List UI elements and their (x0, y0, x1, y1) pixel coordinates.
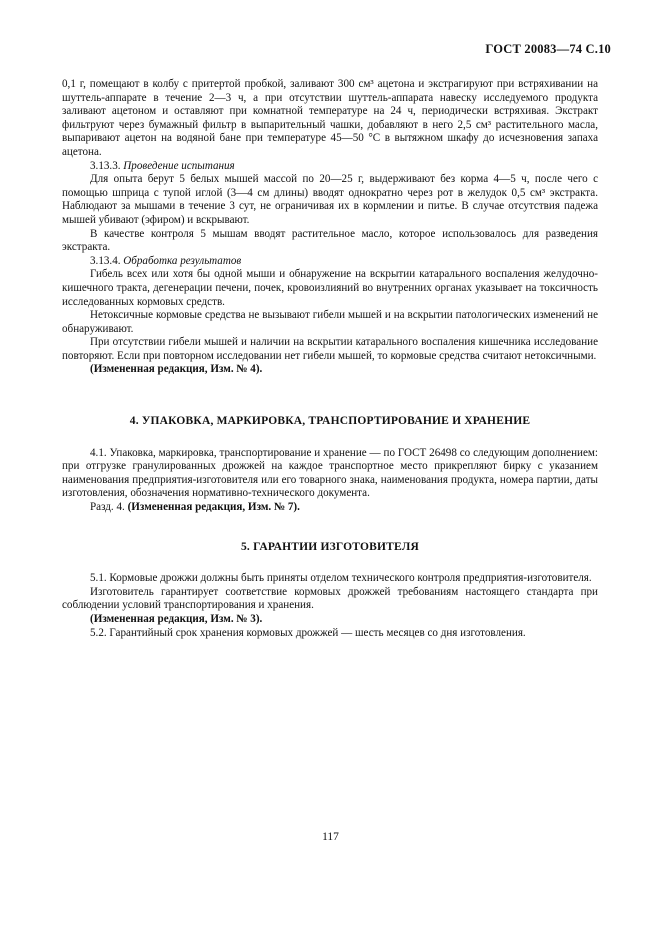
subsection-number: 3.13.4. (90, 254, 121, 267)
paragraph-control: В качестве контроля 5 мышам вводят растительное масло, которое использовалось для разведения экстракта. (62, 227, 598, 254)
section-4-title: 4. УПАКОВКА, МАРКИРОВКА, ТРАНСПОРТИРОВАНИЕ И ХРАНЕНИЕ (129, 415, 531, 428)
subsection-title: Проведение испытания (123, 159, 235, 172)
paragraph-section-4-1: 4.1. Упаковка, маркировка, транспортирование и хранение — по ГОСТ 26498 со следующим дополнением: при отгрузке гранулированных дрожжей на каждое транспортное место прикрепляют бирку с указанием наименования предприятия-изготовителя или его товарного знака, наименования продукта, номера партии, даты изготовления, обозначения нормативно-технического документа. (62, 446, 598, 500)
subsection-heading-test (62, 160, 598, 174)
amendment-note-7: Разд. 4. (Измененная редакция, Изм. № 7). (90, 501, 300, 514)
page-number: 117 (322, 831, 339, 843)
subsection-number: 3.13.3. (90, 159, 121, 172)
amendment-note-3: (Измененная редакция, Изм. № 3). (90, 613, 263, 625)
section-5-title: 5. ГАРАНТИИ ИЗГОТОВИТЕЛЯ (240, 540, 420, 553)
paragraph-extraction: 0,1 г, помещают в колбу с притертой пробкой, заливают 300 см³ ацетона и экстрагируют при встряхивании на шуттель-аппарате в течение 2—3 ч, а при отсутствии шуттель-аппарата навеску исследуемого продукта заливают ацетоном и оставляют при комнатной температуре на 24 ч, периодически встряхивая. Экстракт фильтруют через бумажный фильтр в выпарительный чашки, добавляют в него 2,5 см³ растительного масла, выпаривают ацетон на водяной бане при температуре 45—50 °С в вытяжном шкафу до исчезновения запаха ацетона. (62, 78, 598, 158)
paragraph-results-nontoxic: Нетоксичные кормовые средства не вызывают гибели мышей и на вскрытии патологических изменений не обнаруживают. (62, 309, 598, 335)
subsection-title: Обработка результатов (123, 254, 242, 267)
page-header: ГОСТ 20083—74 С.10 (485, 42, 611, 56)
document-body (62, 78, 598, 640)
paragraph-section-5-2: 5.2. Гарантийный срок хранения кормовых дрожжей — шесть месяцев со дня изготовления. (90, 626, 526, 639)
paragraph-test-procedure: Для опыта берут 5 белых мышей массой по 20—25 г, выдерживают без корма 4—5 ч, после чего с помощью шприца с тупой иглой (3—4 см длины) вводят однократно через рот в желудок 0,5 см³ экстракта. Наблюдают за мышами в течение 3 сут, не ограничивая их в кормлении и питье. В случае отсутствия падежа мышей убивают (эфиром) и вскрывают. (62, 173, 598, 226)
paragraph-results-repeat: При отсутствии гибели мышей и наличии на вскрытии катарального воспаления кишечника исследование повторяют. Если при повторном исследовании нет гибели мышей, то кормовые средства считают нетоксичными. (62, 336, 598, 362)
subsection-heading-results (62, 255, 598, 269)
amendment-note-4: (Измененная редакция, Изм. № 4). (90, 363, 263, 376)
paragraph-results-toxicity: Гибель всех или хотя бы одной мыши и обнаружение на вскрытии катарального воспаления желудочно-кишечного тракта, дегенерации печени, почек, кровоизлияний во внутренних органах указывает на токсичность исследованных кормовых средств. (62, 268, 598, 308)
paragraph-guarantee: Изготовитель гарантирует соответствие кормовых дрожжей требованиям настоящего стандарта при соблюдении условий транспортирования и хранения. (62, 585, 598, 612)
paragraph-section-5-1: 5.1. Кормовые дрожжи должны быть приняты отделом технического контроля предприятия-изготовителя. (90, 572, 592, 585)
